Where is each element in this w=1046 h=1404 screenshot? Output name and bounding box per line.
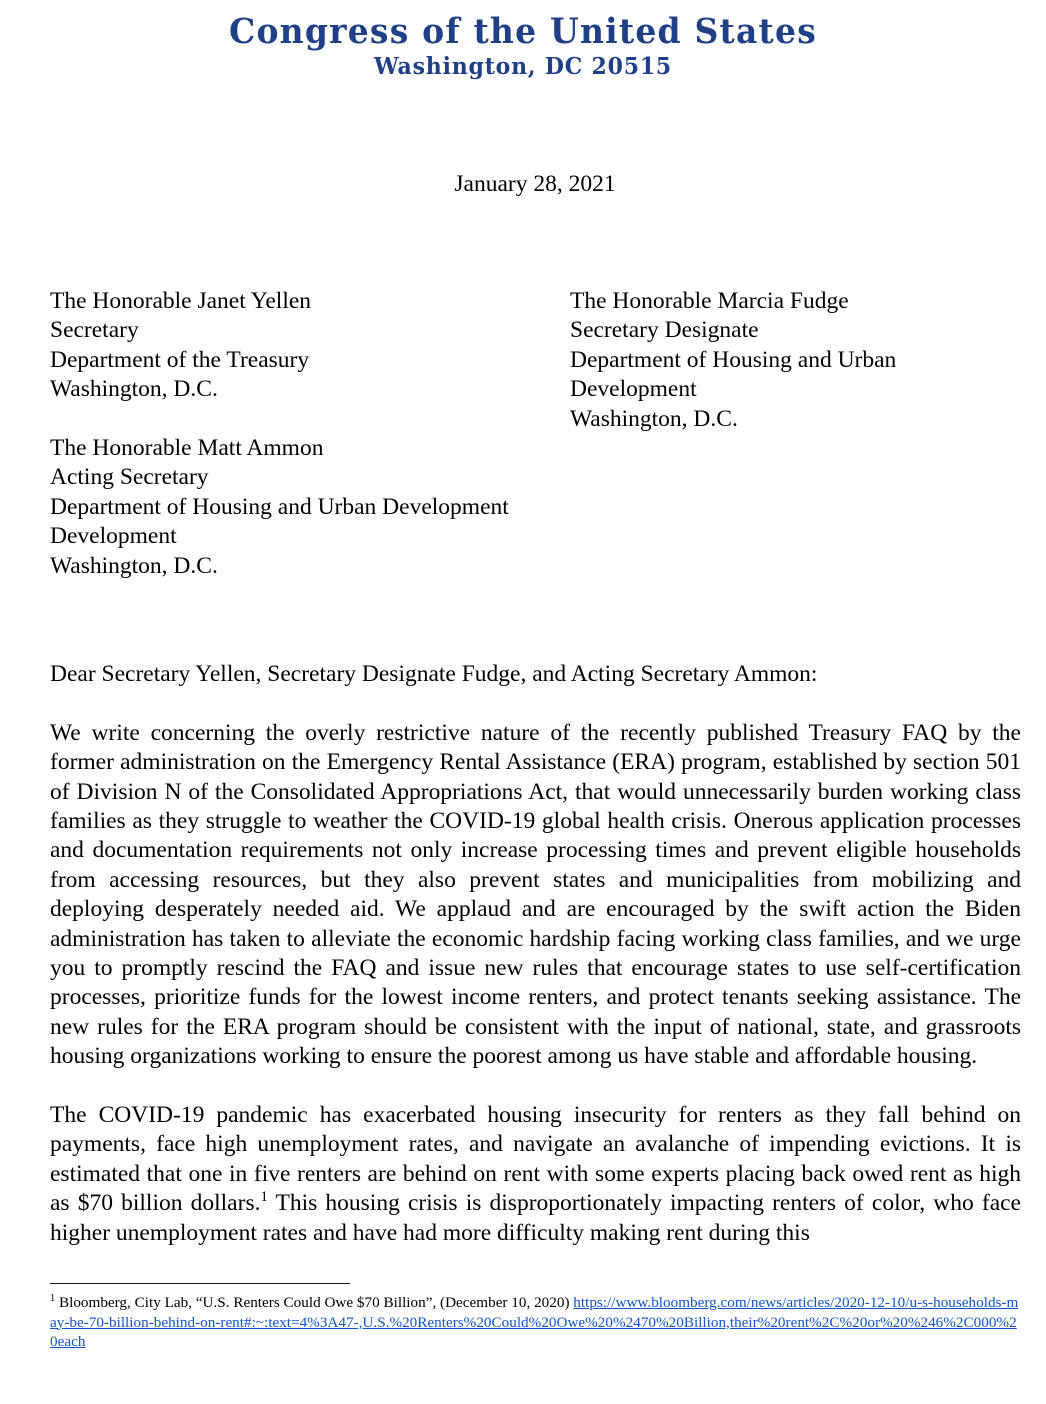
addressee-line: Washington, D.C. xyxy=(50,552,218,579)
footnote-source-link[interactable]: https://www.bloomberg.com/news/articles/2020-12-10/u-s-households-may-be-70-billion-behind-on-rent#:~:text=4%3A47-,U.S.%20Renters%20Could%20Owe%20%2470%20Billion,their%20rent%2C%20or%20%246%2C000%20each xyxy=(50,1294,1019,1351)
addressee-line: Secretary xyxy=(50,317,139,344)
addressee-line: Washington, D.C. xyxy=(570,405,738,432)
addressee-line: Department of Housing and Urban Development xyxy=(50,493,509,520)
body-paragraph-2 xyxy=(50,1101,1021,1248)
letterhead-title: Congress of the United States xyxy=(229,9,817,52)
address-column-left xyxy=(50,287,570,581)
letter-body xyxy=(50,660,1021,1248)
addressee-line: The Honorable Marcia Fudge xyxy=(570,288,849,314)
footnote-area xyxy=(50,1283,1021,1352)
addressee-line: Washington, D.C. xyxy=(50,376,218,403)
address-column-right xyxy=(570,287,970,434)
addressee-fudge xyxy=(570,287,970,434)
salutation: Dear Secretary Yellen, Secretary Designate Fudge, and Acting Secretary Ammon: xyxy=(50,661,818,687)
addressee-line: The Honorable Matt Ammon xyxy=(50,435,324,462)
addressee-ammon xyxy=(50,434,570,581)
addressee-line: Department of the Treasury xyxy=(50,346,310,373)
paragraph-2-text-a: The COVID-19 pandemic has exacerbated housing insecurity for renters as they fall behind on payments, face high unemployment rates, and navigate an avalanche of impending evictions. It is estimated that one in five renters are behind on rent with some experts placing back owed rent as high as $70 billion dollars. xyxy=(50,1102,1021,1217)
letterhead-subtitle: Washington, DC 20515 xyxy=(373,53,673,81)
footnote-citation-text: Bloomberg, City Lab, “U.S. Renters Could Owe $70 Billion”, (December 10, 2020) xyxy=(55,1294,574,1311)
letter-date: January 28, 2021 xyxy=(454,171,616,197)
body-paragraph-1: We write concerning the overly restrictive nature of the recently published Treasury FAQ by the former administration on the Emergency Rental Assistance (ERA) program, established by section 501 of Division N of the Consolidated Appropriations Act, that would unnecessarily burden working class families as they struggle to weather the COVID-19 global health crisis. Onerous application processes and documentation requirements not only increase processing times and prevent eligible households from accessing resources, but they also prevent states and municipalities from mobilizing and deploying desperately needed aid. We applaud and are encouraged by the swift action the Biden administration has taken to alleviate the economic hardship facing working class families, and we urge you to promptly rescind the FAQ and issue new rules that encourage states to use self-certification processes, prioritize funds for the lowest income renters, and protect tenants seeking assistance. The new rules for the ERA program should be consistent with the input of national, state, and grassroots housing organizations working to ensure the poorest among us have stable and affordable housing. xyxy=(50,719,1021,1070)
footnote-1 xyxy=(50,1293,1021,1352)
paragraph-2-text-b: This housing crisis is disproportionately impacting renters of color, who face higher unemployment rates and have had more difficulty making rent during this xyxy=(50,1190,1021,1246)
footnote-marker: 1 xyxy=(50,1292,56,1304)
addressee-line: The Honorable Janet Yellen xyxy=(50,288,312,314)
address-area xyxy=(50,287,1022,581)
addressee-yellen xyxy=(50,287,570,405)
addressee-line: Development xyxy=(50,523,177,550)
addressee-line: Acting Secretary xyxy=(50,464,209,491)
addressee-line: Development xyxy=(570,376,697,403)
footnote-separator-rule xyxy=(50,1283,350,1284)
letterhead xyxy=(0,0,1046,79)
footnote-reference-marker[interactable]: 1 xyxy=(260,1189,268,1206)
addressee-line: Department of Housing and Urban xyxy=(570,346,897,373)
addressee-line: Secretary Designate xyxy=(570,317,759,344)
